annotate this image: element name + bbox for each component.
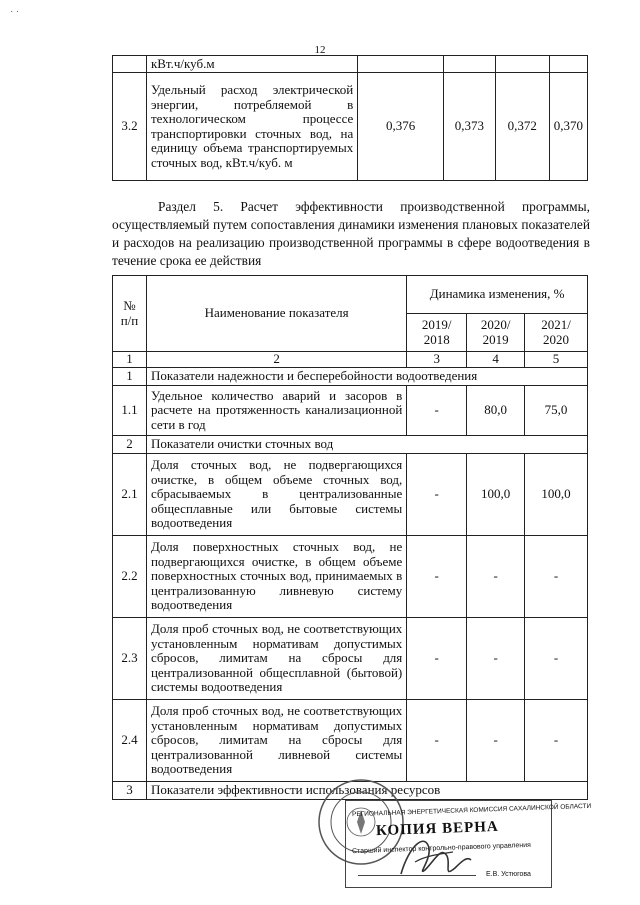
section-5-heading: Раздел 5. Расчет эффективности производственной программы, осуществляемый путем сопоставления динамики изменения плановых показателей и расходов на реализацию производственной программы в сфере водоотведения в течение срока ее действия: [112, 199, 590, 268]
col-dynamics-header: Динамика изменения, %: [407, 276, 588, 314]
unit-cell: кВт.ч/куб.м: [146, 56, 357, 73]
scan-marks: ˙ ˙: [10, 10, 20, 21]
section-row: 3 Показатели эффективности использования ресурсов: [113, 782, 588, 800]
value-cell: 0,376: [358, 73, 444, 181]
efficiency-table: [112, 275, 588, 800]
signature: [395, 826, 475, 886]
value-cell: 0,373: [443, 73, 495, 181]
col-number-header: № п/п: [113, 276, 147, 352]
table-row: 2.4 Доля проб сточных вод, не соответствующих установленным нормативам допустимых сбросов, лимитам на сбросы для централизованной ливневой системы водоотведения - - -: [113, 700, 588, 782]
table-row: 2.3 Доля проб сточных вод, не соответствующих установленным нормативам допустимых сбросов, лимитам на сбросы для централизованной общесплавной (бытовой) системы водоотведения - - -: [113, 618, 588, 700]
index-row: 1 2 3 4 5: [113, 352, 588, 368]
table-row: 2.1 Доля сточных вод, не подвергающихся очистке, в общем объеме сточных вод, сбрасываемых в централизованные общесплавные или бытовые системы водоотведения - 100,0 100,0: [113, 454, 588, 536]
indicators-table-continued: [112, 55, 588, 181]
header-row: [113, 276, 588, 314]
table-row: [113, 56, 588, 73]
stamp-title: КОПИЯ ВЕРНА: [375, 818, 499, 840]
indicator-name: Удельный расход электрической энергии, потребляемой в технологическом процессе транспортировки сточных вод, на единицу объема транспортируемых сточных вод, кВт.ч/куб. м: [146, 73, 357, 181]
stamp-person: Е.В. Устюгова: [486, 871, 531, 878]
value-cell: 0,372: [495, 73, 549, 181]
page-number: 12: [314, 44, 326, 56]
value-cell: 0,370: [549, 73, 587, 181]
table-row: [113, 73, 588, 181]
stamp-org: РЕГИОНАЛЬНАЯ ЭНЕРГЕТИЧЕСКАЯ КОМИССИЯ САХАЛИНСКОЙ ОБЛАСТИ: [351, 802, 592, 819]
col-name-header: Наименование показателя: [146, 276, 406, 352]
col-year-header: 2021/ 2020: [525, 314, 588, 352]
section-row: 2 Показатели очистки сточных вод: [113, 436, 588, 454]
col-year-header: 2020/ 2019: [467, 314, 525, 352]
stamp-position: Старший инспектор контрольно-правового управления: [351, 841, 532, 856]
row-number: 3.2: [113, 73, 147, 181]
col-year-header: 2019/ 2018: [407, 314, 467, 352]
section-row: 1 Показатели надежности и бесперебойности водоотведения: [113, 368, 588, 386]
table-row: 1.1 Удельное количество аварий и засоров в расчете на протяженность канализационной сети в год - 80,0 75,0: [113, 386, 588, 436]
table-row: 2.2 Доля поверхностных сточных вод, не подвергающихся очистке, в общем объеме поверхностных сточных вод, принимаемых в централизованную ливневую систему водоотведения - - -: [113, 536, 588, 618]
